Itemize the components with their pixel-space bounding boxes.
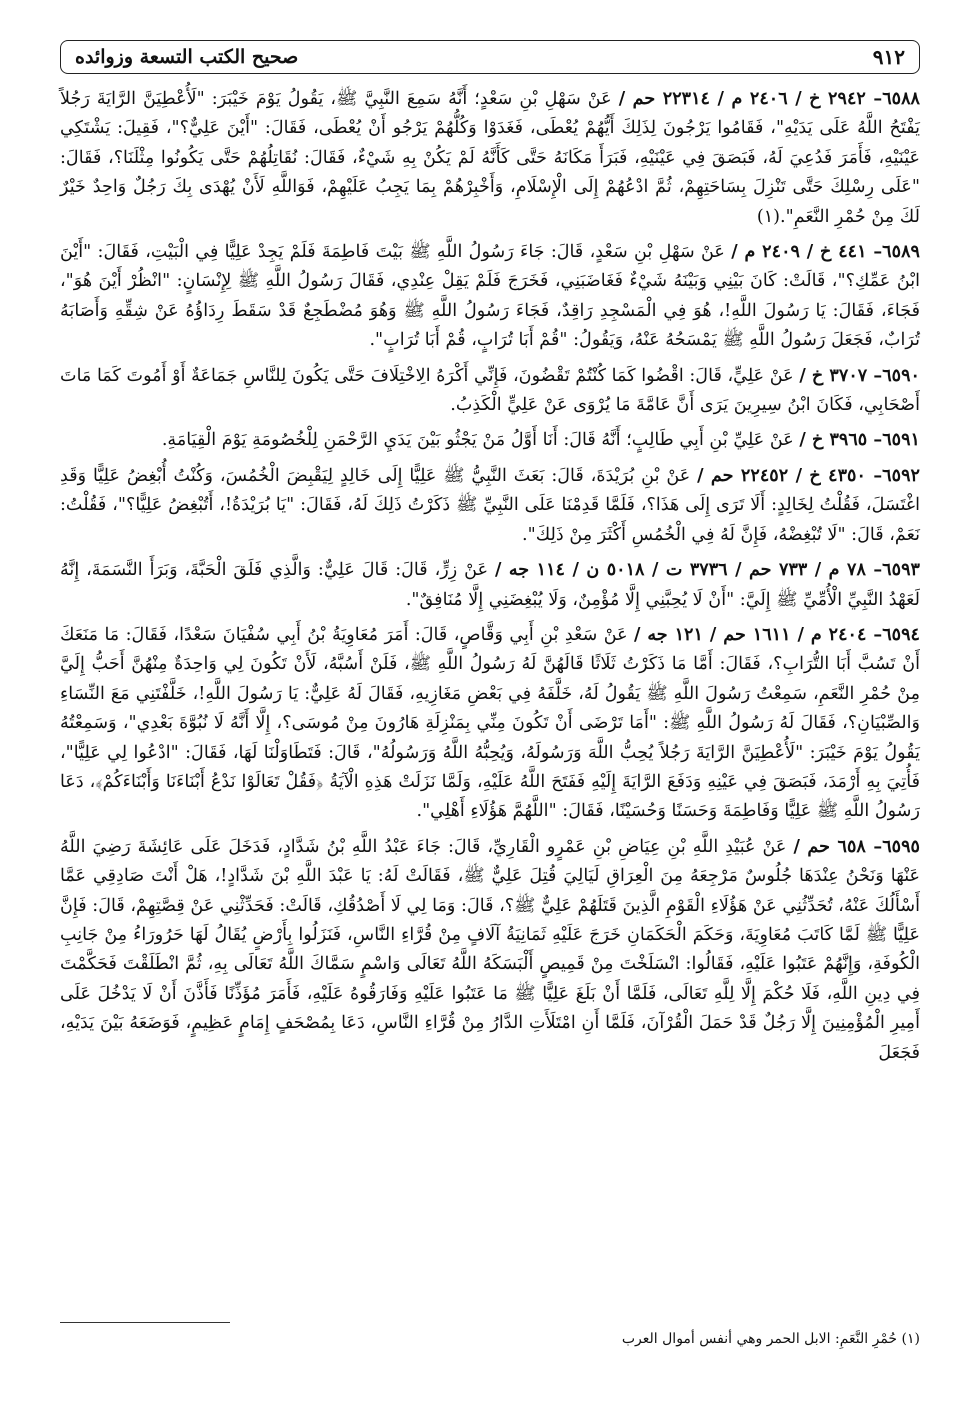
- hadith-text: عَنْ سَهْلِ بْنِ سَعْدٍ؛ أَنَّهُ سَمِعَ النَّبِيَّ ﷺ، يَقُولُ يَوْمَ خَيْبَرَ: "لَأُعْطِيَنَّ الرَّايَةَ رَجُلاً يَفْتَحُ اللَّهُ عَلَى يَدَيْهِ"، فَقَامُوا يَرْجُونَ لِذَلِكَ أَيُّهُمْ يُعْطَى، فَغَدَوْا وَكُلُّهُمْ يَرْجُو أَنْ يُعْطَى، فَقَالَ: "أَيْنَ عَلِيٌّ؟"، فَقِيلَ: يَشْتَكِي عَيْنَيْهِ، فَأَمَرَ فَدُعِيَ لَهُ، فَبَصَقَ فِي عَيْنَيْهِ، فَبَرَأَ مَكَانَهُ حَتَّى كَأَنَّهُ لَمْ يَكُنْ بِهِ شَيْءٌ، فَقَالَ: نُقَاتِلُهُمْ حَتَّى يَكُونُوا مِثْلَنَا؟، فَقَالَ: "عَلَى رِسْلِكَ حَتَّى تَنْزِلَ بِسَاحَتِهِمْ، ثُمَّ ادْعُهُمْ إِلَى الْإِسْلَامِ، وَأَخْبِرْهُمْ بِمَا يَجِبُ عَلَيْهِمْ، فَوَاللَّهِ لَأَنْ يُهْدَى بِكَ رَجُلٌ وَاحِدٌ خَيْرٌ لَكَ مِنْ حُمْرِ النَّعَمِ".(١): [60, 89, 920, 227]
- hadith-text: عَنْ عُبَيْدِ اللَّهِ بْنِ عِيَاضِ بْنِ عَمْرٍو الْقَارِيِّ، قَالَ: جَاءَ عَبْدُ اللَّهِ بْنُ شَدَّادٍ، فَدَخَلَ عَلَى عَائِشَةَ رَضِيَ اللَّهُ عَنْهَا وَنَحْنُ عِنْدَهَا جُلُوسٌ مَرْجِعَهُ مِنَ الْعِرَاقِ لَيَالِيَ قُتِلَ عَلِيٌّ ﷺ، فَقَالَتْ لَهُ: يَا عَبْدَ اللَّهِ بْنَ شَدَّادٍ!، هَلْ أَنْتَ صَادِقِي عَمَّا أَسْأَلُكَ عَنْهُ، تُحَدِّثُنِي عَنْ هَؤُلَاءِ الْقَوْمِ الَّذِينَ قَتَلَهُمْ عَلِيٌّ ﷺ؟، قَالَ: وَمَا لِي لَا أَصْدُقُكِ، قَالَتْ: فَحَدِّثْنِي عَنْ قِصَّتِهِمْ، قَالَ: فَإِنَّ عَلِيًّا ﷺ لَمَّا كَاتَبَ مُعَاوِيَةَ، وَحَكَمَ الْحَكَمَانِ خَرَجَ عَلَيْهِ ثَمَانِيَةُ آلَافٍ مِنْ قُرَّاءِ النَّاسِ، فَنَزَلُوا بِأَرْضٍ يُقَالُ لَهَا حَرُورَاءُ مِنْ جَانِبِ الْكُوفَةِ، وَإِنَّهُمْ عَتَبُوا عَلَيْهِ، فَقَالُوا: انْسَلَخْتَ مِنْ قَمِيصٍ أَلْبَسَكَهُ اللَّهُ تَعَالَى وَاسْمٍ سَمَّاكَ اللَّهُ تَعَالَى بِهِ، ثُمَّ انْطَلَقْتَ فَحَكَّمْتَ فِي دِينِ اللَّهِ، فَلَا حُكْمَ إِلَّا لِلَّهِ تَعَالَى، فَلَمَّا أَنْ بَلَغَ عَلِيًّا ﷺ مَا عَتَبُوا عَلَيْهِ وَفَارَقُوهُ عَلَيْهِ، فَأَمَرَ مُؤَذِّنًا فَأَذَّنَ أَنْ لَا يَدْخُلَ عَلَى أَمِيرِ الْمُؤْمِنِينَ إِلَّا رَجُلٌ قَدْ حَمَلَ الْقُرْآنَ، فَلَمَّا أَنِ امْتَلَأَتِ الدَّارُ مِنْ قُرَّاءِ النَّاسِ، دَعَا بِمُصْحَفٍ إِمَامٍ عَظِيمٍ، فَوَضَعَهُ بَيْنَ يَدَيْهِ، فَجَعَلَ: [60, 836, 920, 1063]
- page-number: ٩١٢: [872, 45, 905, 69]
- hadith-reference: ٦٥٩٤– ٢٤٠٤ م / ١٦١١ حم / ١٢١ جه /: [634, 623, 921, 645]
- footnote-divider: [60, 1322, 230, 1323]
- hadith-6588: [60, 84, 920, 232]
- hadith-text: عَنْ سَهْلِ بْنِ سَعْدٍ، قَالَ: جَاءَ رَسُولُ اللَّهِ ﷺ بَيْتَ فَاطِمَةَ فَلَمْ يَجِدْ عَلِيًّا فِي الْبَيْتِ، فَقَالَ: "أَيْنَ ابْنُ عَمِّكِ؟"، قَالَتْ: كَانَ بَيْنِي وَبَيْنَهُ شَيْءٌ فَغَاضَبَنِي، فَخَرَجَ فَلَمْ يَقِلْ عِنْدِي، فَقَالَ رَسُولُ اللَّهِ ﷺ لِإِنْسَانٍ: "انْظُرْ أَيْنَ هُوَ"، فَجَاءَ، فَقَالَ: يَا رَسُولَ اللَّهِ!، هُوَ فِي الْمَسْجِدِ رَاقِدٌ، فَجَاءَ رَسُولُ اللَّهِ ﷺ وَهُوَ مُضْطَجِعٌ قَدْ سَقَطَ رِدَاؤُهُ عَنْ شِقِّهِ وَأَصَابَهُ تُرَابٌ، فَجَعَلَ رَسُولُ اللَّهِ ﷺ يَمْسَحُهُ عَنْهُ، وَيَقُولُ: "قُمْ أَبَا تُرَابٍ، قُمْ أَبَا تُرَابٍ".: [60, 242, 920, 351]
- hadith-6589: [60, 237, 920, 356]
- hadith-reference: ٦٥٩٥– ٦٥٨ حم /: [793, 835, 920, 857]
- hadith-6591: [60, 425, 920, 455]
- hadith-reference: ٦٥٨٩– ٤٤١ خ / ٢٤٠٩ م /: [731, 241, 920, 263]
- hadith-6595: [60, 832, 920, 1068]
- hadith-6592: [60, 461, 920, 550]
- hadith-text: عَنْ عَلِيِّ بْنِ أَبِي طَالِبٍ؛ أَنَّهُ قَالَ: أَنَا أَوَّلُ مَنْ يَجْثُو بَيْنَ يَدَيِ الرَّحْمَنِ لِلْخُصُومَةِ يَوْمَ الْقِيَامَةِ.: [161, 430, 794, 451]
- hadith-6593: [60, 555, 920, 615]
- page-header: [60, 40, 920, 74]
- hadith-text: عَنْ سَعْدِ بْنِ أَبِي وَقَّاصٍ، قَالَ: أَمَرَ مُعَاوِيَةُ بْنُ أَبِي سُفْيَانَ سَعْدًا، فَقَالَ: مَا مَنَعَكَ أَنْ تَسُبَّ أَبَا التُّرَابِ؟، فَقَالَ: أَمَّا مَا ذَكَرْتُ ثَلَاثًا قَالَهُنَّ لَهُ رَسُولُ اللَّهِ ﷺ، فَلَنْ أَسُبَّهُ، لَأَنْ تَكُونَ لِي وَاحِدَةٌ مِنْهُنَّ أَحَبُّ إِلَيَّ مِنْ حُمْرِ النَّعَمِ، سَمِعْتُ رَسُولَ اللَّهِ ﷺ يَقُولُ لَهُ، خَلَّفَهُ فِي بَعْضِ مَغَازِيهِ، فَقَالَ لَهُ عَلِيٌّ: يَا رَسُولَ اللَّهِ!، خَلَّفْتَنِي مَعَ النِّسَاءِ وَالصِّبْيَانِ؟، فَقَالَ لَهُ رَسُولُ اللَّهِ ﷺ: "أَمَا تَرْضَى أَنْ تَكُونَ مِنِّي بِمَنْزِلَةِ هَارُونَ مِنْ مُوسَى؟، إِلَّا أَنَّهُ لَا نُبُوَّةَ بَعْدِي"، وَسَمِعْتُهُ يَقُولُ يَوْمَ خَيْبَرَ: "لَأُعْطِيَنَّ الرَّايَةَ رَجُلاً يُحِبُّ اللَّهَ وَرَسُولَهُ، وَيُحِبُّهُ اللَّهُ وَرَسُولُهُ"، قَالَ: فَتَطَاوَلْنَا لَهَا، فَقَالَ: "ادْعُوا لِي عَلِيًّا"، فَأُتِيَ بِهِ أَرْمَدَ، فَبَصَقَ فِي عَيْنِهِ وَدَفَعَ الرَّايَةَ إِلَيْهِ فَفَتَحَ اللَّهُ عَلَيْهِ، وَلَمَّا نَزَلَتْ هَذِهِ الْآيَةُ ﴿فَقُلْ تَعَالَوْا نَدْعُ أَبْنَاءَنَا وَأَبْنَاءَكُمْ﴾، دَعَا رَسُولُ اللَّهِ ﷺ عَلِيًّا وَفَاطِمَةَ وَحَسَنًا وَحُسَيْنًا، فَقَالَ: "اللَّهُمَّ هَؤُلَاءِ أَهْلِي".: [60, 624, 920, 822]
- document-page: [60, 40, 920, 1390]
- hadith-text: عَنْ عَلِيٍّ، قَالَ: اقْضُوا كَمَا كُنْتُمْ تَقْضُونَ، فَإِنِّي أَكْرَهُ الِاخْتِلَافَ حَتَّى يَكُونَ لِلنَّاسِ جَمَاعَةٌ أَوْ أَمُوتَ كَمَا مَاتَ أَصْحَابِي، فَكَانَ ابْنُ سِيرِينَ يَرَى أَنَّ عَامَّةَ مَا يُرْوَى عَنْ عَلِيٍّ الْكَذِبُ.: [60, 365, 920, 416]
- hadith-6590: [60, 361, 920, 421]
- hadith-reference: ٦٥٩٣– ٧٨ م / ٧٣٣ حم / ٣٧٣٦ ت / ٥٠١٨ ن / ١١٤ جه /: [495, 559, 920, 581]
- hadith-6594: [60, 620, 920, 827]
- hadith-reference: ٦٥٩٢– ٤٣٥٠ خ / ٢٢٤٥٢ حم /: [697, 464, 920, 486]
- footnote: (١) حُمْرِ النَّعَمِ: الابل الحمر وهي أنفس أموال العرب: [621, 1331, 920, 1347]
- hadith-reference: ٦٥٩١– ٣٩٦٥ خ /: [799, 429, 920, 451]
- hadith-reference: ٦٥٨٨– ٢٩٤٢ خ / ٢٤٠٦ م / ٢٢٣١٤ حم /: [618, 88, 920, 109]
- hadith-text: عَنْ بْنِ بُرَيْدَةَ، قَالَ: بَعَثَ النَّبِيُّ ﷺ عَلِيًّا إِلَى خَالِدٍ لِيَقْبِضَ الْخُمُسَ، وَكُنْتُ أُبْغِضُ عَلِيًّا وَقَدِ اغْتَسَلَ، فَقُلْتُ لِخَالِدٍ: أَلَا تَرَى إِلَى هَذَا؟، فَلَمَّا قَدِمْنَا عَلَى النَّبِيِّ ﷺ ذَكَرْتُ ذَلِكَ لَهُ، فَقَالَ: "يَا بُرَيْدَةُ!، أَتُبْغِضُ عَلِيًّا؟"، فَقُلْتُ: نَعَمْ، قَالَ: "لَا تُبْغِضْهُ، فَإِنَّ لَهُ فِي الْخُمُسِ أَكْثَرَ مِنْ ذَلِكَ".: [60, 465, 920, 545]
- book-title: صحيح الكتب التسعة وزوائده: [75, 46, 299, 68]
- hadith-list: [60, 84, 920, 1068]
- hadith-reference: ٦٥٩٠– ٣٧٠٧ خ /: [799, 364, 921, 386]
- hadith-text: عَنْ زِرٍّ، قَالَ: قَالَ عَلِيٌّ: وَالَّذِي فَلَقَ الْحَبَّةَ، وَبَرَأَ النَّسَمَةَ، إِنَّهُ لَعَهْدُ النَّبِيِّ الْأُمِّيِّ ﷺ إِلَيَّ: "أَنْ لَا يُحِبَّنِي إِلَّا مُؤْمِنٌ، وَلَا يُبْغِضَنِي إِلَّا مُنَافِقٌ".: [60, 560, 920, 610]
